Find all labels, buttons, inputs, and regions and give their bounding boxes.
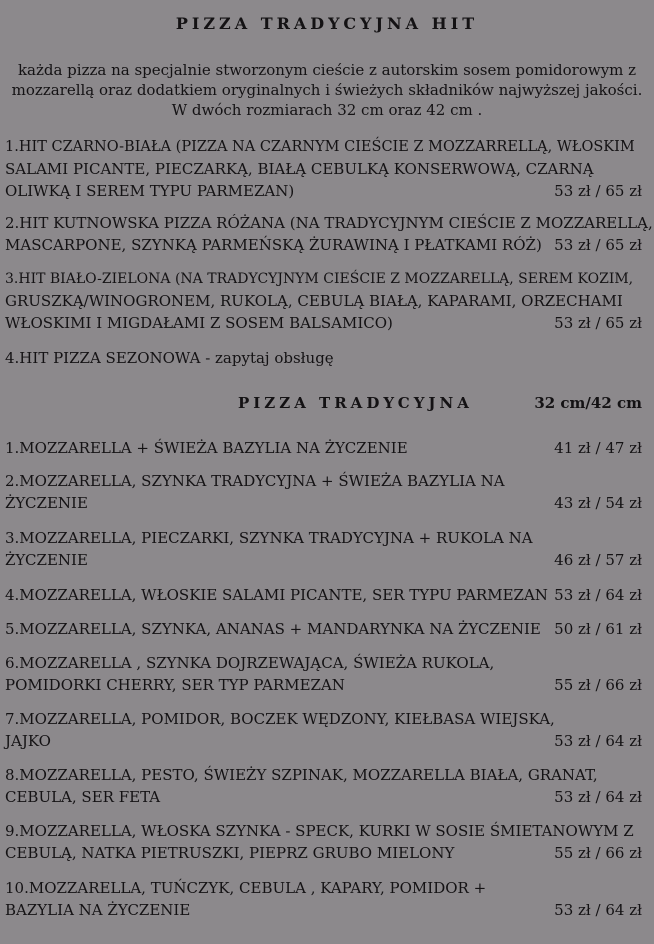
item-price: 55 zł / 66 zł bbox=[554, 844, 642, 862]
item-price: 53 zł / 64 zł bbox=[554, 586, 642, 604]
item-price: 53 zł / 65 zł bbox=[554, 182, 642, 200]
item-line: 5.MOZZARELLA, SZYNKA, ANANAS + MANDARYNKA NA ŻYCZENIE bbox=[5, 620, 541, 638]
item-line: 2.MOZZARELLA, SZYNKA TRADYCYJNA + ŚWIEŻA BAZYLIA NA bbox=[5, 472, 505, 490]
pizza-item-10 bbox=[0, 877, 654, 921]
hit-item-2 bbox=[0, 212, 654, 256]
item-line: CEBULĄ, NATKA PIETRUSZKI, PIEPRZ GRUBO MIELONY bbox=[5, 844, 455, 862]
hit-item-3 bbox=[0, 268, 654, 334]
item-line: 9.MOZZARELLA, WŁOSKA SZYNKA - SPECK, KURKI W SOSIE ŚMIETANOWYM Z bbox=[5, 822, 634, 840]
size-header: 32 cm/42 cm bbox=[534, 394, 642, 412]
item-line: 3.HIT BIAŁO-ZIELONA (NA TRADYCYJNYM CIEŚCIE Z MOZZARELLĄ, SEREM KOZIM, bbox=[5, 271, 634, 287]
item-line: SALAMI PICANTE, PIECZARKĄ, BIAŁĄ CEBULKĄ KONSERWOWĄ, CZARNĄ bbox=[5, 160, 594, 178]
hit-item-4 bbox=[0, 347, 654, 369]
item-price: 53 zł / 64 zł bbox=[554, 901, 642, 919]
item-price: 43 zł / 54 zł bbox=[554, 494, 642, 512]
pizza-item-6 bbox=[0, 652, 654, 696]
pizza-item-1 bbox=[0, 437, 654, 459]
item-line: ŻYCZENIE bbox=[5, 494, 88, 512]
item-line: POMIDORKI CHERRY, SER TYP PARMEZAN bbox=[5, 676, 345, 694]
item-line: 4.HIT PIZZA SEZONOWA - zapytaj obsługę bbox=[5, 349, 334, 367]
intro-line: W dwóch rozmiarach 32 cm oraz 42 cm . bbox=[171, 101, 483, 119]
item-line: 8.MOZZARELLA, PESTO, ŚWIEŻY SZPINAK, MOZZARELLA BIAŁA, GRANAT, bbox=[5, 766, 598, 784]
item-line: MASCARPONE, SZYNKĄ PARMEŃSKĄ ŻURAWINĄ I PŁATKAMI RÓŻ) bbox=[5, 236, 542, 254]
item-price: 46 zł / 57 zł bbox=[554, 551, 642, 569]
item-line: 7.MOZZARELLA, POMIDOR, BOCZEK WĘDZONY, KIEŁBASA WIEJSKA, bbox=[5, 710, 555, 728]
item-line: 1.HIT CZARNO-BIAŁA (PIZZA NA CZARNYM CIEŚCIE Z MOZZARRELLĄ, WŁOSKIM bbox=[5, 139, 635, 155]
item-line: CEBULA, SER FETA bbox=[5, 788, 161, 806]
item-line: 6.MOZZARELLA , SZYNKA DOJRZEWAJĄCA, ŚWIEŻA RUKOLA, bbox=[5, 654, 495, 672]
hit-item-1 bbox=[0, 136, 654, 202]
item-price: 55 zł / 66 zł bbox=[554, 676, 642, 694]
pizza-item-2 bbox=[0, 470, 654, 514]
pizza-item-3 bbox=[0, 527, 654, 571]
item-price: 53 zł / 64 zł bbox=[554, 732, 642, 750]
pizza-item-9 bbox=[0, 820, 654, 864]
hit-section-title: PIZZA TRADYCYJNA HIT bbox=[175, 14, 479, 33]
pizza-item-5 bbox=[0, 618, 654, 640]
item-line: 1.MOZZARELLA + ŚWIEŻA BAZYLIA NA ŻYCZENIE bbox=[5, 439, 408, 457]
item-price: 53 zł / 64 zł bbox=[554, 788, 642, 806]
item-price: 53 zł / 65 zł bbox=[554, 314, 642, 332]
item-price: 50 zł / 61 zł bbox=[554, 620, 642, 638]
item-line: WŁOSKIMI I MIGDAŁAMI Z SOSEM BALSAMICO) bbox=[5, 314, 393, 332]
item-line: JAJKO bbox=[5, 732, 51, 750]
traditional-section-title: PIZZA TRADYCYJNA bbox=[238, 394, 473, 412]
pizza-item-8 bbox=[0, 764, 654, 808]
item-line: 10.MOZZARELLA, TUŃCZYK, CEBULA , KAPARY, POMIDOR + bbox=[5, 879, 487, 897]
item-line: GRUSZKĄ/WINOGRONEM, RUKOLĄ, CEBULĄ BIAŁĄ, KAPARAMI, ORZECHAMI bbox=[5, 292, 623, 310]
intro-line: każda pizza na specjalnie stworzonym cieście z autorskim sosem pomidorowym z bbox=[17, 61, 637, 79]
item-line: OLIWKĄ I SEREM TYPU PARMEZAN) bbox=[5, 182, 295, 200]
item-price: 41 zł / 47 zł bbox=[554, 439, 642, 457]
item-line: 2.HIT KUTNOWSKA PIZZA RÓŻANA (NA TRADYCYJNYM CIEŚCIE Z MOZZARELLĄ, bbox=[5, 214, 653, 232]
item-line: ŻYCZENIE bbox=[5, 551, 88, 569]
intro-line: mozzarellą oraz dodatkiem oryginalnych i świeżych składników najwyższej jakości. bbox=[11, 81, 643, 99]
item-line: 3.MOZZARELLA, PIECZARKI, SZYNKA TRADYCYJNA + RUKOLA NA bbox=[5, 529, 533, 547]
item-line: 4.MOZZARELLA, WŁOSKIE SALAMI PICANTE, SER TYPU PARMEZAN bbox=[5, 586, 548, 604]
hit-intro bbox=[0, 60, 654, 120]
item-price: 53 zł / 65 zł bbox=[554, 236, 642, 254]
item-line: BAZYLIA NA ŻYCZENIE bbox=[5, 901, 191, 919]
pizza-item-7 bbox=[0, 708, 654, 752]
pizza-item-4 bbox=[0, 584, 654, 606]
